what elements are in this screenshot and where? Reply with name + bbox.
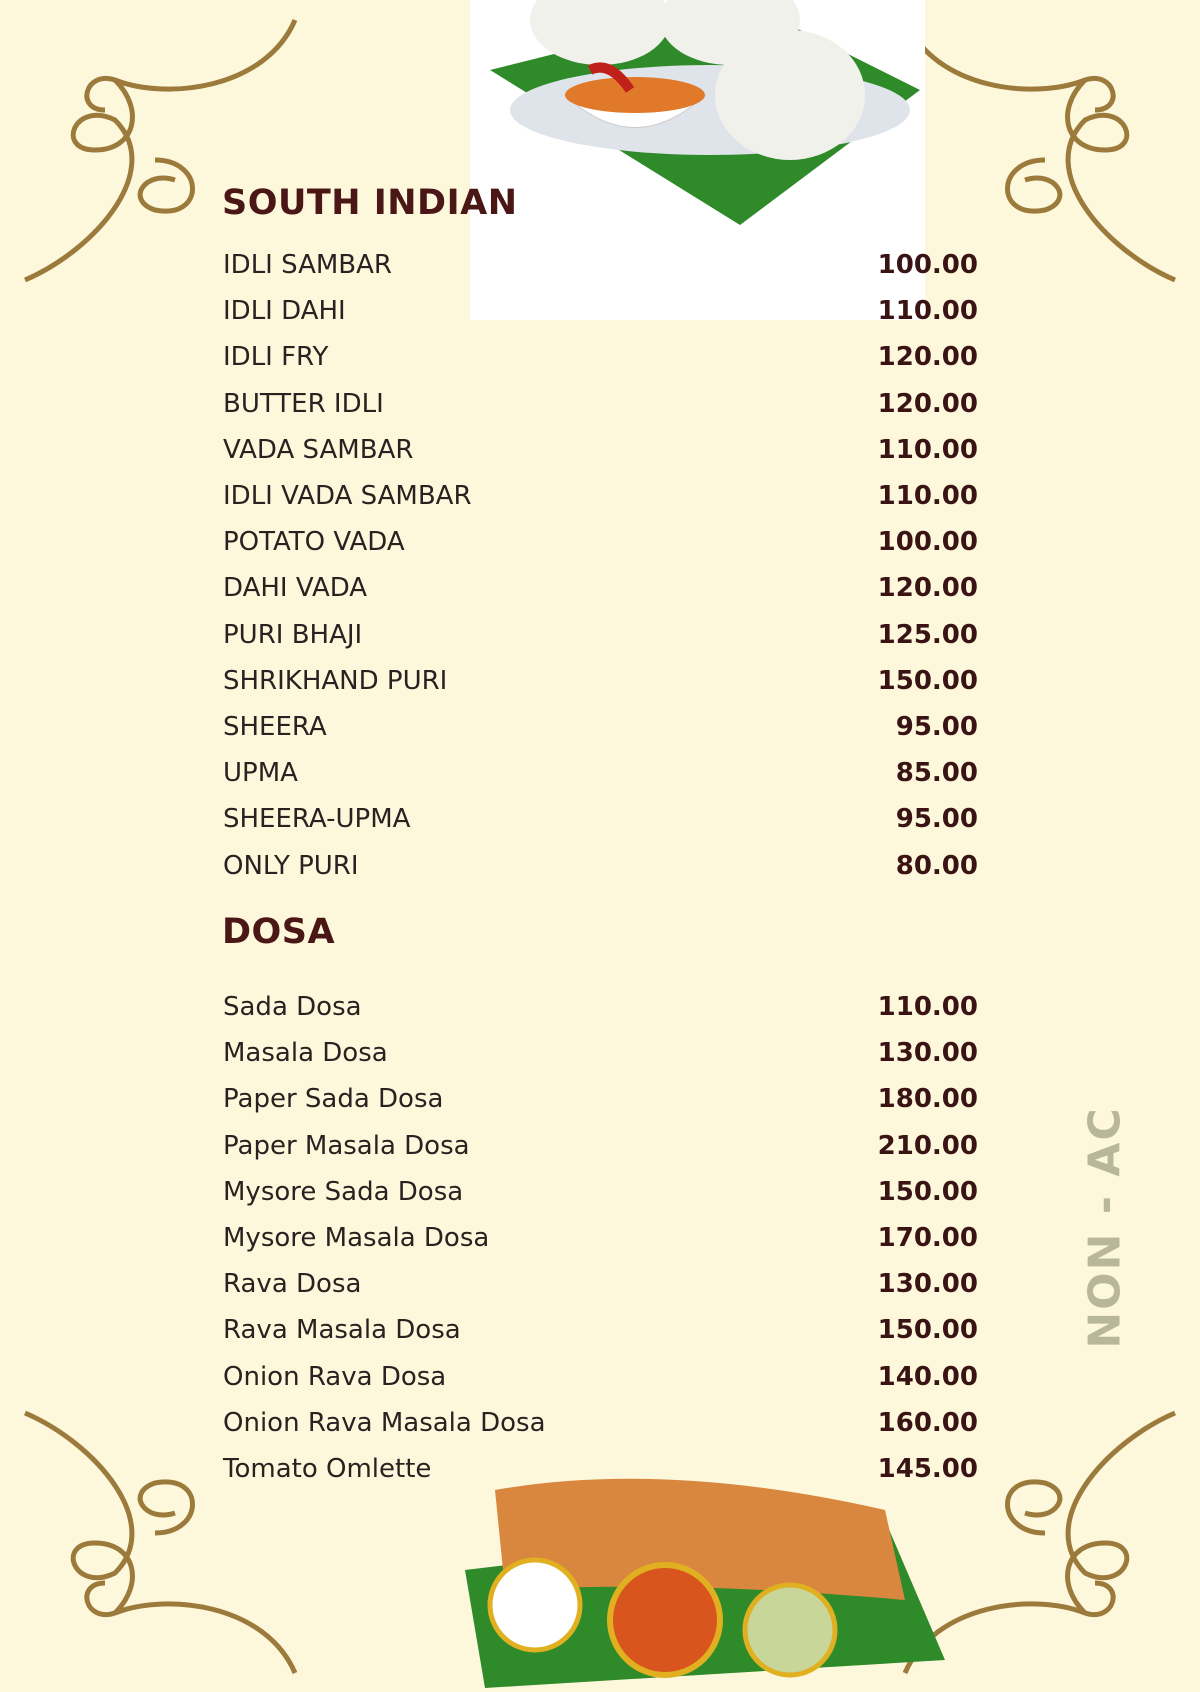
menu-item <box>223 1261 978 1307</box>
item-name: PURI BHAJI <box>223 619 363 650</box>
item-name: Rava Masala Dosa <box>223 1315 461 1346</box>
menu-item <box>223 473 978 519</box>
item-name: ONLY PURI <box>223 850 359 881</box>
item-price: 120.00 <box>877 342 978 373</box>
item-price: 95.00 <box>895 711 978 742</box>
item-price: 210.00 <box>877 1130 978 1161</box>
menu-item <box>223 1123 978 1169</box>
item-price: 150.00 <box>877 665 978 696</box>
menu-item <box>223 334 978 380</box>
menu-item <box>223 750 978 796</box>
south-indian-list <box>223 242 978 889</box>
item-price: 130.00 <box>877 1269 978 1300</box>
non-ac-text: NON - AC <box>1079 1106 1131 1349</box>
menu-item <box>223 427 978 473</box>
item-name: Mysore Masala Dosa <box>223 1223 490 1254</box>
item-price: 80.00 <box>895 850 978 881</box>
item-price: 110.00 <box>877 481 978 512</box>
dosa-list <box>223 984 978 1492</box>
item-price: 100.00 <box>877 250 978 281</box>
item-price: 160.00 <box>877 1407 978 1438</box>
item-price: 125.00 <box>877 619 978 650</box>
item-price: 120.00 <box>877 388 978 419</box>
menu-item <box>223 1354 978 1400</box>
menu-item <box>223 1030 978 1076</box>
item-name: Sada Dosa <box>223 992 362 1023</box>
item-price: 150.00 <box>877 1176 978 1207</box>
item-name: IDLI DAHI <box>223 296 346 327</box>
item-name: DAHI VADA <box>223 573 368 604</box>
item-name: IDLI SAMBAR <box>223 250 392 281</box>
item-name: SHEERA <box>223 711 327 742</box>
item-name: POTATO VADA <box>223 527 405 558</box>
menu-item <box>223 1169 978 1215</box>
menu-item <box>223 1307 978 1353</box>
item-name: Rava Dosa <box>223 1269 362 1300</box>
item-price: 170.00 <box>877 1223 978 1254</box>
item-name: SHEERA-UPMA <box>223 804 411 835</box>
menu-item <box>223 842 978 888</box>
item-price: 150.00 <box>877 1315 978 1346</box>
item-price: 95.00 <box>895 804 978 835</box>
menu-item <box>223 519 978 565</box>
item-name: Tomato Omlette <box>223 1453 432 1484</box>
item-name: Onion Rava Dosa <box>223 1361 447 1392</box>
item-name: BUTTER IDLI <box>223 388 384 419</box>
item-price: 120.00 <box>877 573 978 604</box>
menu-item <box>223 984 978 1030</box>
item-name: Paper Sada Dosa <box>223 1084 444 1115</box>
section-title-south-indian: SOUTH INDIAN <box>222 183 518 223</box>
menu-item <box>223 612 978 658</box>
item-name: Paper Masala Dosa <box>223 1130 470 1161</box>
item-price: 145.00 <box>877 1453 978 1484</box>
item-price: 130.00 <box>877 1038 978 1069</box>
item-name: Mysore Sada Dosa <box>223 1176 464 1207</box>
item-price: 110.00 <box>877 992 978 1023</box>
item-name: UPMA <box>223 758 298 789</box>
menu-item <box>223 288 978 334</box>
menu-item <box>223 1215 978 1261</box>
item-name: Onion Rava Masala Dosa <box>223 1407 546 1438</box>
menu-item <box>223 381 978 427</box>
item-name: VADA SAMBAR <box>223 434 414 465</box>
menu-item <box>223 565 978 611</box>
menu-item <box>223 242 978 288</box>
item-price: 180.00 <box>877 1084 978 1115</box>
menu-item <box>223 704 978 750</box>
menu-item <box>223 1400 978 1446</box>
item-price: 100.00 <box>877 527 978 558</box>
item-name: IDLI FRY <box>223 342 329 373</box>
item-name: IDLI VADA SAMBAR <box>223 481 472 512</box>
dosa-image <box>465 1460 945 1688</box>
item-price: 110.00 <box>877 434 978 465</box>
item-price: 140.00 <box>877 1361 978 1392</box>
item-name: Masala Dosa <box>223 1038 388 1069</box>
item-price: 85.00 <box>895 758 978 789</box>
menu-item <box>223 658 978 704</box>
menu-item <box>223 796 978 842</box>
item-price: 110.00 <box>877 296 978 327</box>
non-ac-label <box>1080 1105 1130 1350</box>
menu-item <box>223 1076 978 1122</box>
item-name: SHRIKHAND PURI <box>223 665 448 696</box>
section-title-dosa: DOSA <box>222 912 336 952</box>
